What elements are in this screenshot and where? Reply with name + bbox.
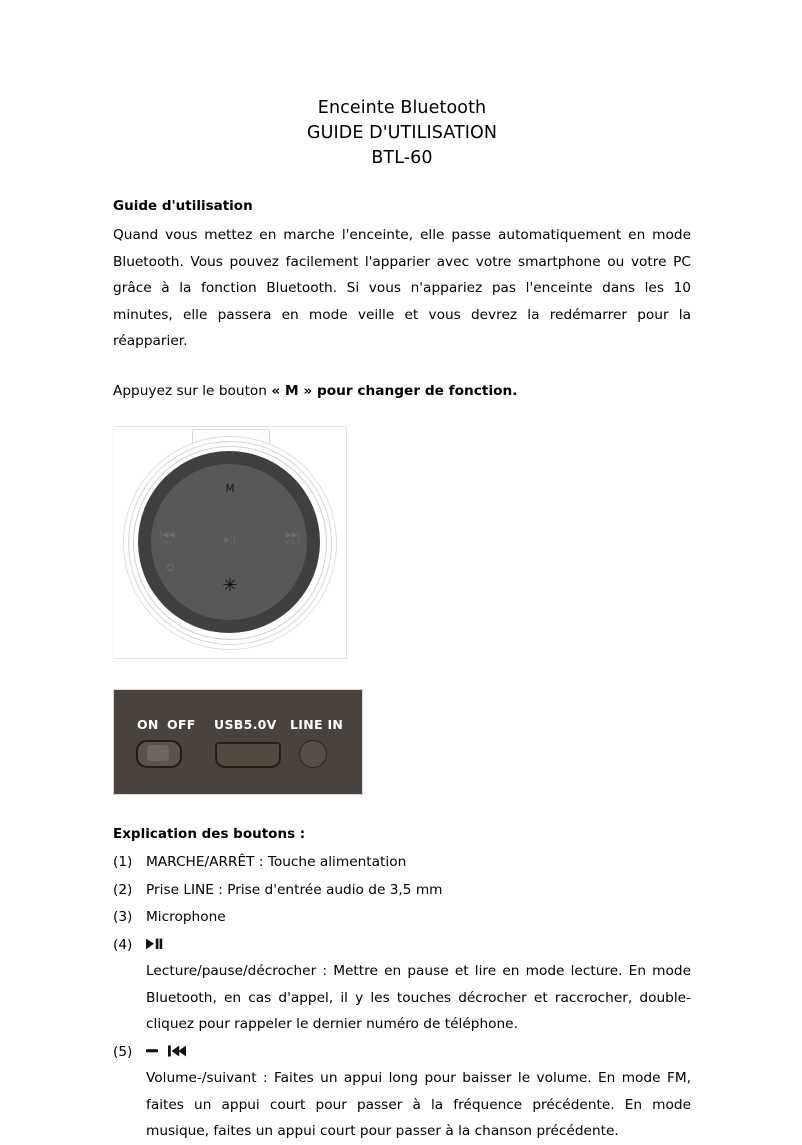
figure-ports-panel: [113, 689, 363, 795]
list-item-number: (4): [113, 936, 133, 953]
list-item: [113, 904, 691, 931]
list-item-number: (5): [113, 1043, 133, 1060]
ports-label-off: OFF: [167, 717, 196, 732]
title-line-3: BTL-60: [371, 148, 433, 168]
speaker-previous-volume-down-icon: [154, 530, 180, 548]
play-pause-icon: [146, 938, 163, 950]
paragraph-spacer: [113, 355, 691, 373]
document-content: [113, 96, 691, 1145]
buttons-list: [113, 849, 691, 1145]
ports-label-line-in: LINE IN: [290, 717, 344, 732]
instruction-line: [113, 378, 691, 405]
minus-icon: [146, 1045, 159, 1057]
list-item: [113, 932, 691, 1038]
speaker-m-button-label: M: [225, 483, 235, 495]
usb-port-icon: [215, 742, 281, 768]
instruction-prefix: Appuyez sur le bouton: [113, 382, 272, 399]
list-item: [113, 1039, 691, 1145]
figure-speaker-top-view: [113, 426, 347, 659]
ports-label-row: [114, 717, 362, 733]
guide-heading: Guide d'utilisation: [113, 198, 253, 214]
speaker-star-icon: ✳: [222, 575, 238, 596]
speaker-volume-down-label: VOL-: [160, 540, 174, 546]
list-item-text: Lecture/pause/décrocher : Mettre en pause et lire en mode lecture. En mode Bluetooth, en cas d'appel, il y les touches décrocher et raccrocher, double-cliquez pour rappeler le dernier numéro de téléphone.: [146, 963, 691, 1032]
speaker-next-volume-up-icon: [280, 530, 306, 548]
list-item-text: Microphone: [146, 909, 226, 925]
power-switch-icon: [136, 740, 182, 768]
list-item-number: (2): [113, 881, 133, 898]
guide-paragraph: Quand vous mettez en marche l'enceinte, elle passe automatiquement en mode Bluetooth. Vous pouvez facilement l'apparier avec votre smartphone ou votre PC grâce à la fonction Bluetooth. Si vous n'appariez pas l'enceinte dans les 10 minutes, elle passera en mode veille et vous devrez la redémarrer pour la réapparier.: [113, 227, 691, 349]
document-title: [113, 96, 691, 171]
speaker-indicator-led-icon: [167, 564, 174, 571]
list-item: [113, 877, 691, 904]
speaker-previous-glyph: |◀◀: [159, 530, 175, 539]
speaker-next-glyph: ▶▶|: [285, 530, 301, 539]
speaker-control-row: [154, 530, 306, 548]
ports-label-usb: USB5.0V: [214, 717, 277, 732]
list-item-text: Volume-/suivant : Faites un appui long pour baisser le volume. En mode FM, faites un appui court pour passer à la fréquence précédente. En mode musique, faites un appui court pour passer à la chanson précédente.: [146, 1070, 691, 1139]
speaker-volume-up-label: VOL+: [285, 540, 301, 546]
instruction-bold: « M » pour changer de fonction.: [271, 382, 518, 399]
speaker-play-pause-icon: [217, 535, 243, 544]
ports-label-on: ON: [137, 717, 159, 732]
list-item-text: MARCHE/ARRÊT : Touche alimentation: [146, 854, 407, 870]
title-line-2: GUIDE D'UTILISATION: [306, 123, 498, 143]
list-item-number: (3): [113, 909, 133, 925]
list-item: [113, 849, 691, 876]
buttons-section-heading: Explication des boutons :: [113, 826, 306, 842]
list-item-text: Prise LINE : Prise d'entrée audio de 3,5 mm: [146, 881, 443, 898]
line-in-jack-icon: [299, 740, 327, 768]
speaker-play-pause-glyph: ▶||: [224, 534, 236, 544]
list-item-number: (1): [113, 854, 133, 870]
previous-track-icon: [168, 1045, 186, 1057]
title-line-1: Enceinte Bluetooth: [317, 98, 487, 118]
